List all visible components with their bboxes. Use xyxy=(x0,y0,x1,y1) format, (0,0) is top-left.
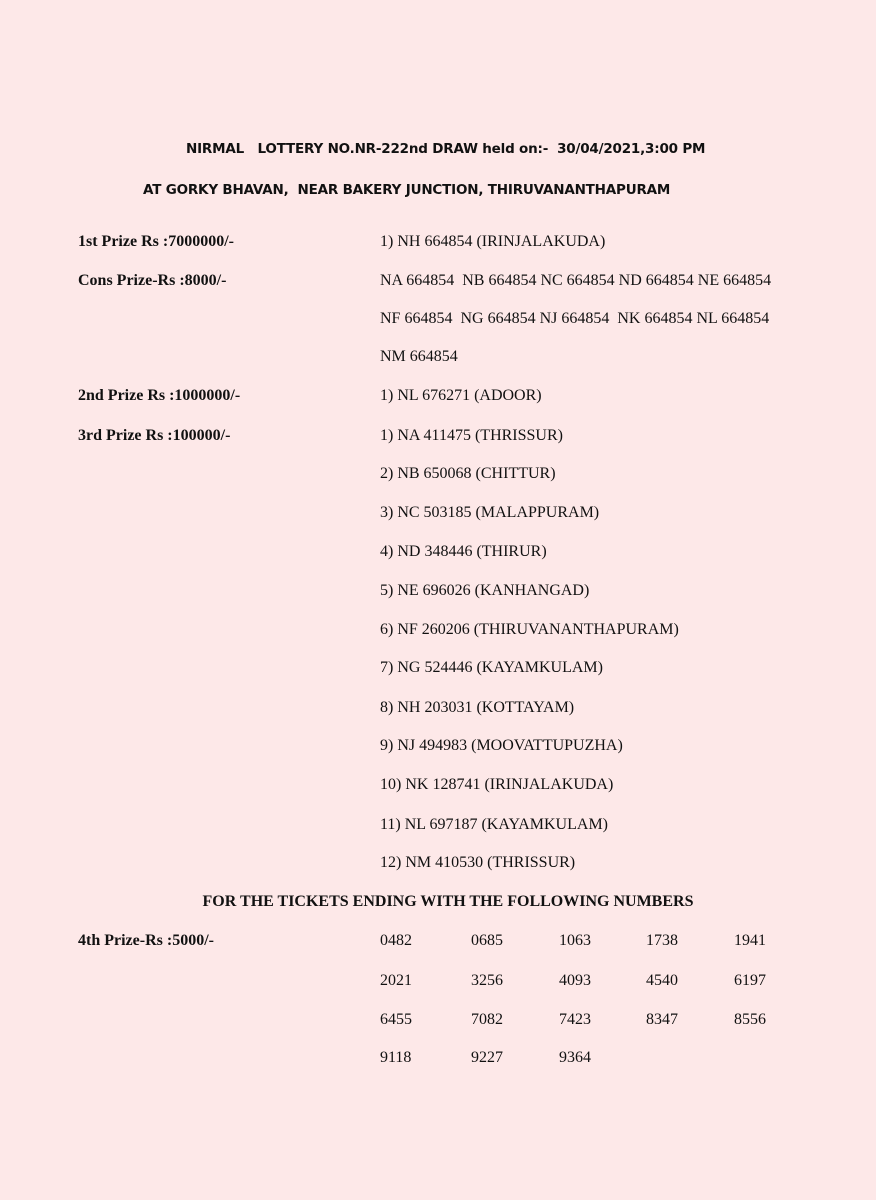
third-prize-winner: 7) NG 524446 (KAYAMKULAM) xyxy=(380,659,603,676)
third-prize-winner: 12) NM 410530 (THRISSUR) xyxy=(380,854,576,871)
fourth-prize-number: 8556 xyxy=(734,1011,766,1028)
first-prize-label: 1st Prize Rs :7000000/- xyxy=(78,233,234,250)
second-prize-winner: 1) NL 676271 (ADOOR) xyxy=(380,387,542,404)
fourth-prize-number: 3256 xyxy=(471,972,503,989)
third-prize-winner: 1) NA 411475 (THRISSUR) xyxy=(380,427,563,444)
fourth-prize-label: 4th Prize-Rs :5000/- xyxy=(78,932,214,949)
third-prize-winner: 2) NB 650068 (CHITTUR) xyxy=(380,465,556,482)
fourth-prize-number: 4093 xyxy=(559,972,591,989)
fourth-prize-number: 2021 xyxy=(380,972,412,989)
third-prize-winner: 3) NC 503185 (MALAPPURAM) xyxy=(380,504,600,521)
third-prize-winner: 9) NJ 494983 (MOOVATTUPUZHA) xyxy=(380,737,623,754)
third-prize-winner: 6) NF 260206 (THIRUVANANTHAPURAM) xyxy=(380,621,679,638)
fourth-prize-number: 6455 xyxy=(380,1011,412,1028)
cons-prize-line: NF 664854 NG 664854 NJ 664854 NK 664854 NL 664854 xyxy=(380,310,770,327)
fourth-prize-number: 1063 xyxy=(559,932,591,949)
third-prize-winner: 5) NE 696026 (KANHANGAD) xyxy=(380,582,590,599)
fourth-prize-number: 9227 xyxy=(471,1049,503,1066)
fourth-prize-number: 4540 xyxy=(646,972,678,989)
third-prize-winner: 11) NL 697187 (KAYAMKULAM) xyxy=(380,816,608,833)
third-prize-winner: 4) ND 348446 (THIRUR) xyxy=(380,543,547,560)
cons-prize-line: NM 664854 xyxy=(380,348,458,365)
fourth-prize-number: 7082 xyxy=(471,1011,503,1028)
fourth-prize-number: 0482 xyxy=(380,932,412,949)
cons-prize-line: NA 664854 NB 664854 NC 664854 ND 664854 NE 664854 xyxy=(380,272,772,289)
third-prize-winner: 8) NH 203031 (KOTTAYAM) xyxy=(380,699,575,716)
draw-venue: AT GORKY BHAVAN, NEAR BAKERY JUNCTION, THIRUVANANTHAPURAM xyxy=(143,182,671,198)
second-prize-label: 2nd Prize Rs :1000000/- xyxy=(78,387,241,404)
fourth-prize-number: 1941 xyxy=(734,932,766,949)
fourth-prize-number: 8347 xyxy=(646,1011,678,1028)
first-prize-winner: 1) NH 664854 (IRINJALAKUDA) xyxy=(380,233,606,250)
fourth-prize-number: 9118 xyxy=(380,1049,412,1066)
draw-title: NIRMAL LOTTERY NO.NR-222nd DRAW held on:- 30/04/2021,3:00 PM xyxy=(186,141,706,157)
ending-numbers-heading: FOR THE TICKETS ENDING WITH THE FOLLOWING NUMBERS xyxy=(202,893,694,910)
fourth-prize-number: 0685 xyxy=(471,932,503,949)
fourth-prize-number: 9364 xyxy=(559,1049,591,1066)
fourth-prize-number: 7423 xyxy=(559,1011,591,1028)
third-prize-label: 3rd Prize Rs :100000/- xyxy=(78,427,231,444)
cons-prize-label: Cons Prize-Rs :8000/- xyxy=(78,272,227,289)
third-prize-winner: 10) NK 128741 (IRINJALAKUDA) xyxy=(380,776,614,793)
fourth-prize-number: 1738 xyxy=(646,932,678,949)
fourth-prize-number: 6197 xyxy=(734,972,766,989)
